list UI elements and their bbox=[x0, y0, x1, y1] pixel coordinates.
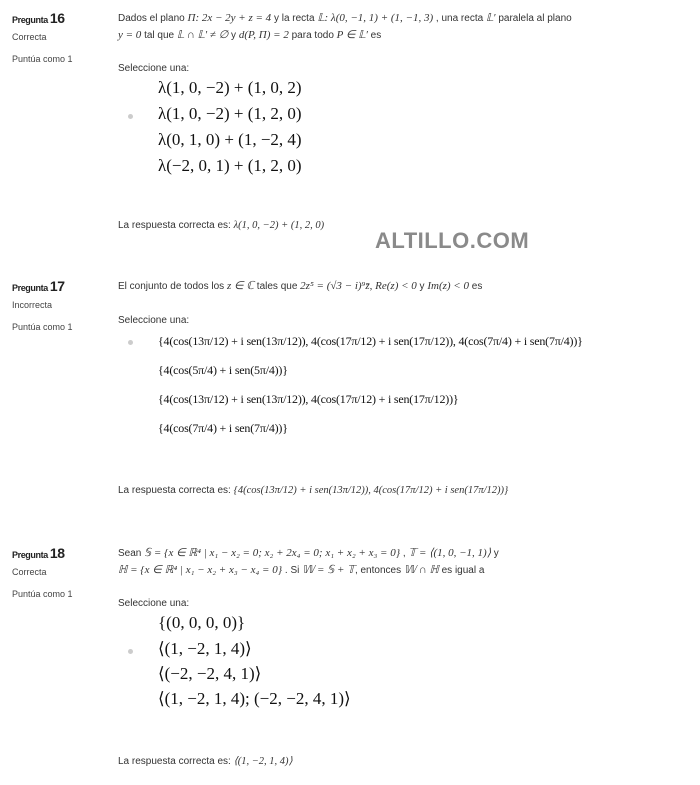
option-3[interactable]: λ(0, 1, 0) + (1, −2, 4) bbox=[158, 130, 302, 149]
correct-answer: La respuesta correcta es: {4(cos(13π/12) + i sen(13π/12)), 4(cos(17π/12) + i sen(17π/12))} bbox=[118, 485, 509, 496]
question-status: Correcta bbox=[12, 32, 47, 42]
question-info bbox=[12, 545, 107, 599]
option-4[interactable]: ⟨(1, −2, 1, 4); (−2, −2, 4, 1)⟩ bbox=[158, 689, 351, 708]
watermark: ALTILLO.COM bbox=[375, 228, 530, 253]
question-info bbox=[12, 10, 107, 64]
question-points: Puntúa como 1 bbox=[12, 322, 73, 332]
question-info bbox=[12, 278, 107, 332]
correct-answer: La respuesta correcta es: λ(1, 0, −2) + (1, 2, 0) bbox=[118, 220, 325, 231]
radio-selected[interactable] bbox=[128, 649, 133, 654]
question-number: Pregunta 18 bbox=[12, 545, 65, 561]
question-number: Pregunta 16 bbox=[12, 10, 65, 26]
select-label: Seleccione una: bbox=[118, 315, 190, 326]
option-2[interactable]: λ(1, 0, −2) + (1, 2, 0) bbox=[158, 104, 302, 123]
option-4[interactable]: λ(−2, 0, 1) + (1, 2, 0) bbox=[158, 156, 302, 175]
option-2[interactable]: ⟨(1, −2, 1, 4)⟩ bbox=[158, 639, 252, 658]
correct-answer: La respuesta correcta es: ⟨(1, −2, 1, 4)⟩ bbox=[118, 756, 293, 767]
radio-selected[interactable] bbox=[128, 114, 133, 119]
question-text: Dados el plano Π: 2x − 2y + z = 4 y la recta 𝕃: λ(0, −1, 1) + (1, −1, 3) , una recta 𝕃′ paralela al plano y = 0 tal que 𝕃 ∩ 𝕃′ ≠ ∅ y d(P, Π) = 2 para todo P ∈ 𝕃′ es bbox=[118, 12, 572, 41]
option-3[interactable]: {4(cos(13π/12) + i sen(13π/12)), 4(cos(17π/12) + i sen(17π/12))} bbox=[158, 392, 459, 406]
question-text: El conjunto de todos los z ∈ ℂ tales que 2z⁵ = (√3 − i)⁹z̄, Re(z) < 0 y Im(z) < 0 es bbox=[118, 280, 483, 292]
option-1[interactable]: {4(cos(13π/12) + i sen(13π/12)), 4(cos(17π/12) + i sen(17π/12)), 4(cos(7π/4) + i sen(7π/4))} bbox=[158, 334, 583, 348]
question-text: Sean 𝕊 = {x ∈ ℝ⁴ | x₁ − x₂ = 0; x₂ + 2x₄ = 0; x₁ + x₂ + x₃ = 0} , 𝕋 = ⟨(1, 0, −1, 1)⟩ y ℍ = {x ∈ ℝ⁴ | x₁ − x₂ + x₃ − x₄ = 0} . Si 𝕎 = 𝕊 + 𝕋, entonces 𝕎 ∩ ℍ es igual a bbox=[118, 547, 499, 576]
question-status: Incorrecta bbox=[12, 300, 53, 310]
question-points: Puntúa como 1 bbox=[12, 54, 73, 64]
option-3[interactable]: ⟨(−2, −2, 4, 1)⟩ bbox=[158, 664, 262, 683]
select-label: Seleccione una: bbox=[118, 598, 190, 609]
option-1[interactable]: {(0, 0, 0, 0)} bbox=[158, 613, 246, 632]
question-points: Puntúa como 1 bbox=[12, 589, 73, 599]
radio-selected[interactable] bbox=[128, 340, 133, 345]
option-1[interactable]: λ(1, 0, −2) + (1, 0, 2) bbox=[158, 78, 302, 97]
question-status: Correcta bbox=[12, 567, 47, 577]
option-4[interactable]: {4(cos(7π/4) + i sen(7π/4))} bbox=[158, 421, 288, 435]
select-label: Seleccione una: bbox=[118, 63, 190, 74]
question-number: Pregunta 17 bbox=[12, 278, 65, 294]
option-2[interactable]: {4(cos(5π/4) + i sen(5π/4))} bbox=[158, 363, 288, 377]
